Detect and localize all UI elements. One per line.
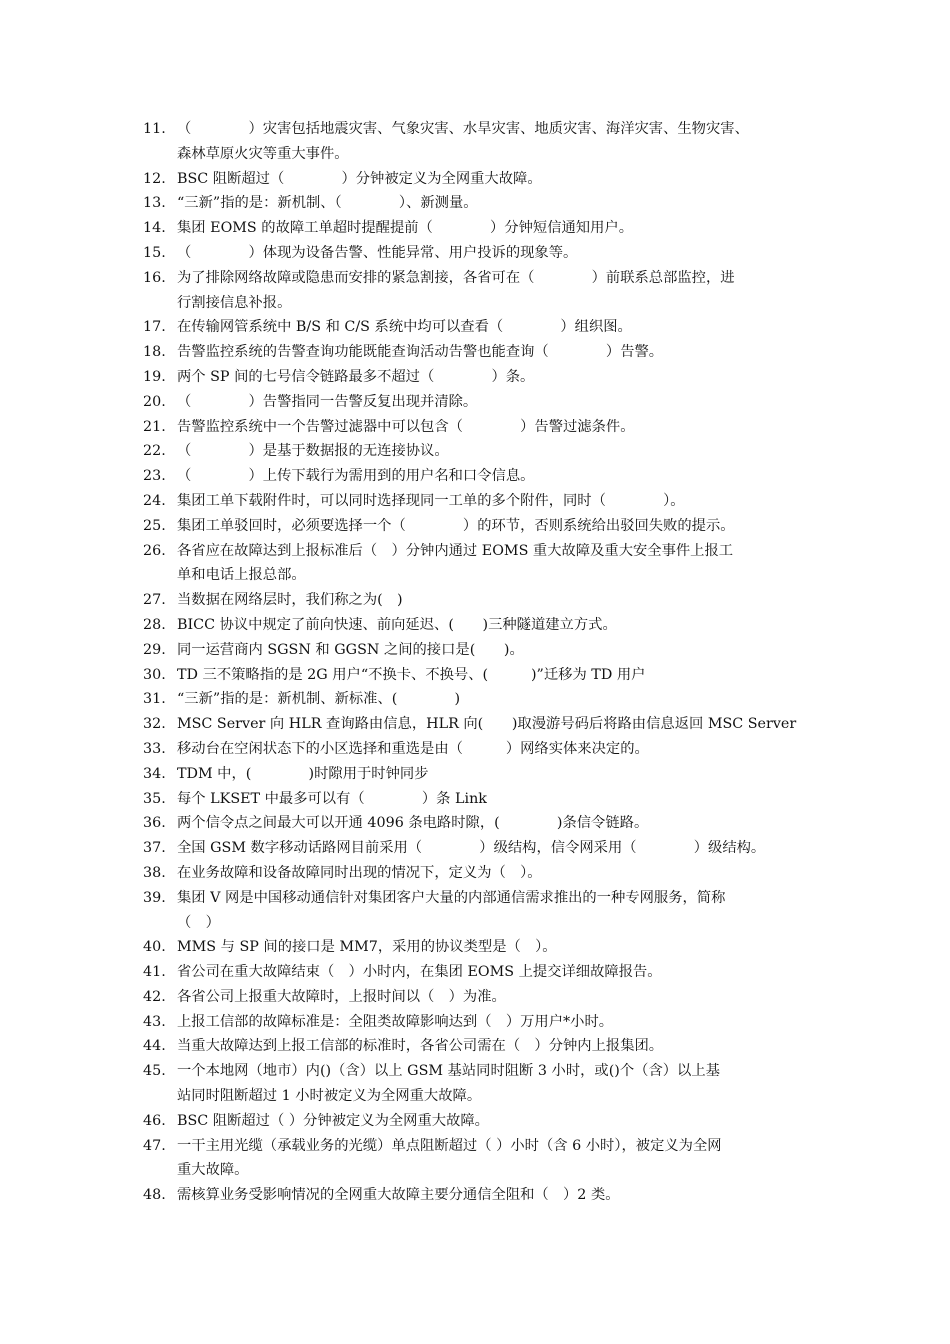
question-text <box>177 241 813 266</box>
question-text <box>177 514 813 539</box>
question-text-line: 两个 SP 间的七号信令链路最多不超过（ ）条。 <box>177 368 535 385</box>
question-text-line: BICC 协议中规定了前向快速、前向延迟、( )三种隧道建立方式。 <box>177 616 617 633</box>
question-text-line: TD 三不策略指的是 2G 用户“不换卡、不换号、( )”迁移为 TD 用户 <box>177 666 646 683</box>
question-number: 14. <box>143 220 166 237</box>
question-text-line: “三新”指的是：新机制、新标准、( ) <box>177 691 461 708</box>
question-text-line: （ ）告警指同一告警反复出现并清除。 <box>177 393 478 410</box>
question-text <box>177 836 813 861</box>
question-number: 27. <box>143 592 166 609</box>
question-item <box>143 191 813 216</box>
question-number: 16. <box>143 269 166 286</box>
question-number: 46. <box>143 1112 166 1129</box>
question-text-line: 当重大故障达到上报工信部的标准时，各省公司需在（ ）分钟内上报集团。 <box>177 1038 664 1055</box>
question-text <box>177 1109 813 1134</box>
question-text-line: 站同时阻断超过 1 小时被定义为全网重大故障。 <box>177 1088 482 1105</box>
question-number: 29. <box>143 641 166 658</box>
question-item <box>143 985 813 1010</box>
question-item <box>143 787 813 812</box>
question-item <box>143 415 813 440</box>
question-item <box>143 340 813 365</box>
question-text <box>177 935 813 960</box>
question-text-line: 重大故障。 <box>177 1162 249 1179</box>
question-number: 22. <box>143 443 166 460</box>
question-text-line: 在传输网管系统中 B/S 和 C/S 系统中均可以查看（ ）组织图。 <box>177 319 632 336</box>
question-item <box>143 1109 813 1134</box>
question-number: 32. <box>143 716 166 733</box>
question-text <box>177 415 813 440</box>
question-text-line: 各省应在故障达到上报标准后（ ）分钟内通过 EOMS 重大故障及重大安全事件上报工 <box>177 542 734 559</box>
question-text <box>177 712 813 737</box>
question-text-line: 当数据在网络层时，我们称之为( ) <box>177 592 403 609</box>
question-text <box>177 861 813 886</box>
question-number: 15. <box>143 244 166 261</box>
question-text <box>177 588 813 613</box>
question-text <box>177 216 813 241</box>
question-text-line: 在业务故障和设备故障同时出现的情况下，定义为（ ）。 <box>177 864 542 881</box>
question-text-line: 集团工单驳回时，必须要选择一个（ ）的环节，否则系统给出驳回失败的提示。 <box>177 517 735 534</box>
question-text-line: 行割接信息补报。 <box>177 294 292 311</box>
question-text <box>177 191 813 216</box>
question-text-line: 移动台在空闲状态下的小区选择和重选是由（ ）网络实体来决定的。 <box>177 740 649 757</box>
question-text-line: TDM 中，( )时隙用于时钟同步 <box>177 765 429 782</box>
question-text-line: 各省公司上报重大故障时，上报时间以（ ）为准。 <box>177 988 506 1005</box>
question-number: 34. <box>143 765 166 782</box>
question-text <box>177 266 813 316</box>
question-number: 13. <box>143 195 166 212</box>
question-number: 12. <box>143 170 166 187</box>
question-number: 37. <box>143 840 166 857</box>
question-text <box>177 439 813 464</box>
question-text <box>177 638 813 663</box>
question-item <box>143 1059 813 1109</box>
question-text-line: 单和电话上报总部。 <box>177 567 306 584</box>
question-item <box>143 117 813 167</box>
question-item <box>143 439 813 464</box>
question-number: 39. <box>143 889 166 906</box>
question-text <box>177 167 813 192</box>
question-text-line: 两个信令点之间最大可以开通 4096 条电路时隙，( )条信令链路。 <box>177 815 649 832</box>
question-number: 42. <box>143 988 166 1005</box>
question-item <box>143 241 813 266</box>
question-text-line: （ ）体现为设备告警、性能异常、用户投诉的现象等。 <box>177 244 578 261</box>
question-text <box>177 1059 813 1109</box>
question-number: 45. <box>143 1063 166 1080</box>
question-text-line: 为了排除网络故障或隐患而安排的紧急割接，各省可在（ ）前联系总部监控，进 <box>177 269 735 286</box>
question-text <box>177 787 813 812</box>
question-text-line: 集团工单下载附件时，可以同时选择现同一工单的多个附件，同时（ ）。 <box>177 492 685 509</box>
question-number: 23. <box>143 468 166 485</box>
question-item <box>143 613 813 638</box>
question-text <box>177 985 813 1010</box>
question-item <box>143 216 813 241</box>
question-text-line: 森林草原火灾等重大事件。 <box>177 145 349 162</box>
question-text <box>177 613 813 638</box>
question-text-line: （ ）是基于数据报的无连接协议。 <box>177 443 449 460</box>
question-number: 41. <box>143 964 166 981</box>
question-text-line: 集团 V 网是中国移动通信针对集团客户大量的内部通信需求推出的一种专网服务，简称 <box>177 889 726 906</box>
question-text <box>177 489 813 514</box>
question-text-line: 全国 GSM 数字移动话路网目前采用（ ）级结构，信令网采用（ ）级结构。 <box>177 840 766 857</box>
question-number: 26. <box>143 542 166 559</box>
question-item <box>143 886 813 936</box>
question-text <box>177 663 813 688</box>
question-text-line: 每个 LKSET 中最多可以有（ ）条 Link <box>177 790 487 807</box>
question-text-line: （ ） <box>177 914 220 931</box>
question-text-line: 一个本地网（地市）内()（含）以上 GSM 基站同时阻断 3 小时，或()个（含）以上基 <box>177 1063 720 1080</box>
question-item <box>143 365 813 390</box>
question-item <box>143 390 813 415</box>
question-item <box>143 935 813 960</box>
question-number: 11. <box>143 121 166 137</box>
question-text-line: （ ）灾害包括地震灾害、气象灾害、水旱灾害、地质灾害、海洋灾害、生物灾害、 <box>177 121 749 137</box>
question-item <box>143 1134 813 1184</box>
question-number: 47. <box>143 1137 166 1154</box>
question-number: 43. <box>143 1013 166 1030</box>
question-item <box>143 167 813 192</box>
question-number: 28. <box>143 616 166 633</box>
question-item <box>143 762 813 787</box>
question-number: 19. <box>143 368 166 385</box>
question-number: 35. <box>143 790 166 807</box>
question-item <box>143 464 813 489</box>
question-item <box>143 737 813 762</box>
question-text-line: MSC Server 向 HLR 查询路由信息，HLR 向( )取漫游号码后将路由信息返回 MSC Server <box>177 716 797 733</box>
question-item <box>143 687 813 712</box>
question-number: 24. <box>143 492 166 509</box>
question-text <box>177 737 813 762</box>
question-text <box>177 1034 813 1059</box>
question-item <box>143 861 813 886</box>
question-text <box>177 687 813 712</box>
question-item <box>143 1010 813 1035</box>
question-item <box>143 811 813 836</box>
question-text <box>177 117 813 167</box>
question-item <box>143 489 813 514</box>
question-list <box>143 117 813 1208</box>
question-item <box>143 315 813 340</box>
question-text <box>177 1010 813 1035</box>
question-number: 36. <box>143 815 166 832</box>
question-text <box>177 1183 813 1208</box>
question-number: 40. <box>143 939 166 956</box>
question-text <box>177 365 813 390</box>
question-text <box>177 1134 813 1184</box>
question-number: 31. <box>143 691 166 708</box>
question-number: 30. <box>143 666 166 683</box>
question-item <box>143 588 813 613</box>
question-text-line: （ ）上传下载行为需用到的用户名和口令信息。 <box>177 468 535 485</box>
question-item <box>143 638 813 663</box>
question-text <box>177 960 813 985</box>
question-item <box>143 514 813 539</box>
question-number: 25. <box>143 517 166 534</box>
question-text-line: “三新”指的是：新机制、（ ）、新测量。 <box>177 195 478 212</box>
question-number: 44. <box>143 1038 166 1055</box>
question-number: 18. <box>143 344 166 361</box>
question-text <box>177 340 813 365</box>
question-text <box>177 464 813 489</box>
question-text-line: 同一运营商内 SGSN 和 GGSN 之间的接口是( )。 <box>177 641 524 658</box>
question-number: 21. <box>143 418 166 435</box>
question-text-line: 告警监控系统中一个告警过滤器中可以包含（ ）告警过滤条件。 <box>177 418 635 435</box>
question-text-line: 需核算业务受影响情况的全网重大故障主要分通信全阻和（ ）2 类。 <box>177 1187 620 1204</box>
question-item <box>143 712 813 737</box>
question-number: 17. <box>143 319 166 336</box>
question-number: 38. <box>143 864 166 881</box>
question-text <box>177 811 813 836</box>
question-item <box>143 539 813 589</box>
question-text-line: 集团 EOMS 的故障工单超时提醒提前（ ）分钟短信通知用户。 <box>177 220 633 237</box>
question-text-line: 上报工信部的故障标准是：全阻类故障影响达到（ ）万用户*小时。 <box>177 1013 614 1030</box>
question-text-line: BSC 阻断超过（ ）分钟被定义为全网重大故障。 <box>177 170 542 187</box>
question-number: 20. <box>143 393 166 410</box>
question-item <box>143 836 813 861</box>
question-item <box>143 266 813 316</box>
question-item <box>143 1183 813 1208</box>
question-text <box>177 886 813 936</box>
question-text <box>177 315 813 340</box>
question-number: 48. <box>143 1187 166 1204</box>
question-item <box>143 960 813 985</box>
question-text <box>177 390 813 415</box>
question-text <box>177 762 813 787</box>
question-text-line: MMS 与 SP 间的接口是 MM7，采用的协议类型是（ ）。 <box>177 939 557 956</box>
question-text-line: 告警监控系统的告警查询功能既能查询活动告警也能查询（ ）告警。 <box>177 344 664 361</box>
question-text-line: 一干主用光缆（承载业务的光缆）单点阻断超过（ ）小时（含 6 小时），被定义为全网 <box>177 1137 722 1154</box>
question-text-line: 省公司在重大故障结束（ ）小时内，在集团 EOMS 上提交详细故障报告。 <box>177 964 662 981</box>
question-item <box>143 663 813 688</box>
question-number: 33. <box>143 740 166 757</box>
question-item <box>143 1034 813 1059</box>
question-text-line: BSC 阻断超过（ ）分钟被定义为全网重大故障。 <box>177 1112 489 1129</box>
question-text <box>177 539 813 589</box>
